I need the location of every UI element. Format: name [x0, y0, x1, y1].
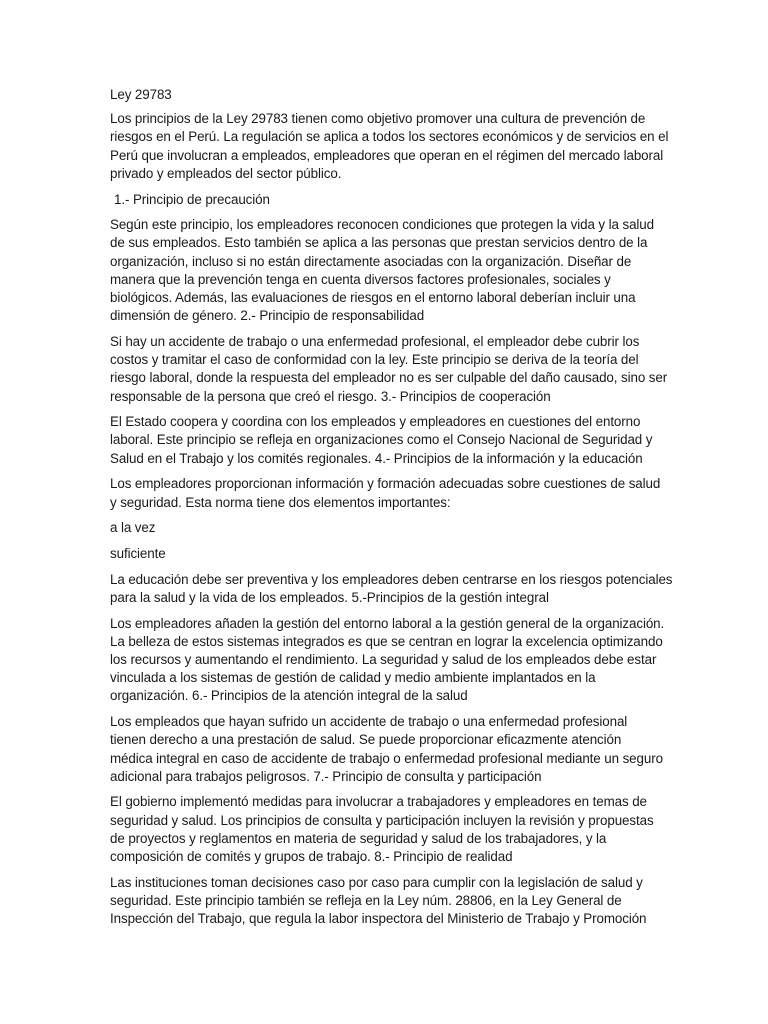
paragraph-line: Los empleadores proporcionan información y formación adecuadas sobre cuestiones de salud — [110, 476, 661, 492]
paragraph-line: riesgos en el Perú. La regulación se aplica a todos los sectores económicos y de servicios en el — [110, 129, 669, 145]
paragraph-line: médica integral en caso de accidente de trabajo o enfermedad profesional mediante un seguro — [110, 750, 663, 766]
paragraph-line: El Estado coopera y coordina con los empleados y empleadores en cuestiones del entorno — [110, 414, 641, 430]
paragraph-line: seguridad. Este principio también se refleja en la Ley núm. 28806, en la Ley General de — [110, 892, 622, 908]
paragraph-line: Según este principio, los empleadores reconocen condiciones que protegen la vida y la salud — [110, 217, 654, 233]
paragraph-line: dimensión de género. 2.- Principio de responsabilidad — [110, 308, 425, 324]
paragraph-line: Los empleadores añaden la gestión del entorno laboral a la gestión general de la organización. — [110, 615, 665, 631]
paragraph — [110, 874, 670, 929]
paragraph-line: La belleza de estos sistemas integrados es que se centran en lograr la excelencia optimizando — [110, 633, 663, 649]
paragraph-line: vinculada a los sistemas de gestión de calidad y medio ambiente implantados en la — [110, 670, 596, 686]
paragraph-line: manera que la prevención tenga en cuenta diversos factores profesionales, sociales y — [110, 271, 611, 287]
paragraph-line: los recursos y aumentando el rendimiento. La seguridad y salud de los empleados debe estar — [110, 651, 657, 667]
paragraph — [110, 475, 670, 511]
paragraph-line: composición de comités y grupos de trabajo. 8.- Principio de realidad — [110, 849, 513, 865]
paragraph-line: biológicos. Además, las evaluaciones de riesgos en el entorno laboral deberían incluir una — [110, 290, 636, 306]
paragraph — [110, 713, 670, 786]
paragraph — [110, 545, 670, 563]
paragraph — [110, 333, 670, 406]
paragraph-line: Los empleados que hayan sufrido un accidente de trabajo o una enfermedad profesional — [110, 714, 628, 730]
paragraph-line: de proyectos y reglamentos en materia de seguridad y salud de los trabajadores, y la — [110, 830, 607, 846]
paragraph-line: La educación debe ser preventiva y los empleadores deben centrarse en los riesgos potenciales — [110, 571, 673, 587]
paragraph-line: costos y tramitar el caso de conformidad con la ley. Este principio se deriva de la teoría del — [110, 352, 639, 368]
paragraph-line: Salud en el Trabajo y los comités regionales. 4.- Principios de la información y la educación — [110, 450, 643, 466]
paragraph-line: tienen derecho a una prestación de salud. Se puede proporcionar eficazmente atención — [110, 732, 622, 748]
paragraph-line: laboral. Este principio se refleja en organizaciones como el Consejo Nacional de Seguridad y — [110, 432, 653, 448]
paragraph-line: de sus empleados. Esto también se aplica a las personas que prestan servicios dentro de la — [110, 235, 648, 251]
paragraph-line: organización, incluso si no están directamente asociadas con la organización. Diseñar de — [110, 253, 632, 269]
paragraph — [110, 110, 670, 183]
document-title — [110, 86, 670, 104]
paragraph-line: privado y empleados del sector público. — [110, 165, 342, 181]
paragraph-line: riesgo laboral, donde la respuesta del empleador no es ser culpable del daño causado, sino ser — [110, 370, 668, 386]
paragraph-line: Inspección del Trabajo, que regula la labor inspectora del Ministerio de Trabajo y Promoción — [110, 911, 647, 927]
paragraph — [110, 571, 673, 607]
paragraph-line: organización. 6.- Principios de la atención integral de la salud — [110, 688, 468, 704]
paragraph — [110, 191, 670, 209]
paragraph-line: a la vez — [110, 520, 156, 536]
paragraph-line: Las instituciones toman decisiones caso por caso para cumplir con la legislación de salud y — [110, 874, 643, 890]
document-page — [110, 86, 673, 936]
paragraph-line: Los principios de la Ley 29783 tienen como objetivo promover una cultura de prevención de — [110, 111, 646, 127]
paragraph-line: seguridad y salud. Los principios de consulta y participación incluyen la revisión y propuestas — [110, 812, 654, 828]
paragraph-line: adicional para trabajos peligrosos. 7.- Principio de consulta y participación — [110, 768, 542, 784]
paragraph — [110, 793, 670, 866]
document-title-text: Ley 29783 — [110, 87, 172, 102]
paragraph-line: y seguridad. Esta norma tiene dos elementos importantes: — [110, 494, 451, 510]
paragraph-line: Si hay un accidente de trabajo o una enfermedad profesional, el empleador debe cubrir los — [110, 333, 640, 349]
paragraph — [110, 413, 670, 468]
paragraph-line: para la salud y la vida de los empleados. 5.-Principios de la gestión integral — [110, 589, 549, 605]
paragraph-line: responsable de la persona que creó el riesgo. 3.- Principios de cooperación — [110, 388, 551, 404]
paragraph-line: El gobierno implementó medidas para involucrar a trabajadores y empleadores en temas de — [110, 794, 647, 810]
paragraph-line: suficiente — [110, 545, 166, 561]
paragraph — [110, 519, 670, 537]
paragraph-line: 1.- Principio de precaución — [114, 191, 270, 207]
document-body — [110, 110, 673, 928]
paragraph — [110, 216, 670, 325]
paragraph-line: Perú que involucran a empleados, empleadores que operan en el régimen del mercado laboral — [110, 147, 664, 163]
paragraph — [110, 615, 670, 706]
